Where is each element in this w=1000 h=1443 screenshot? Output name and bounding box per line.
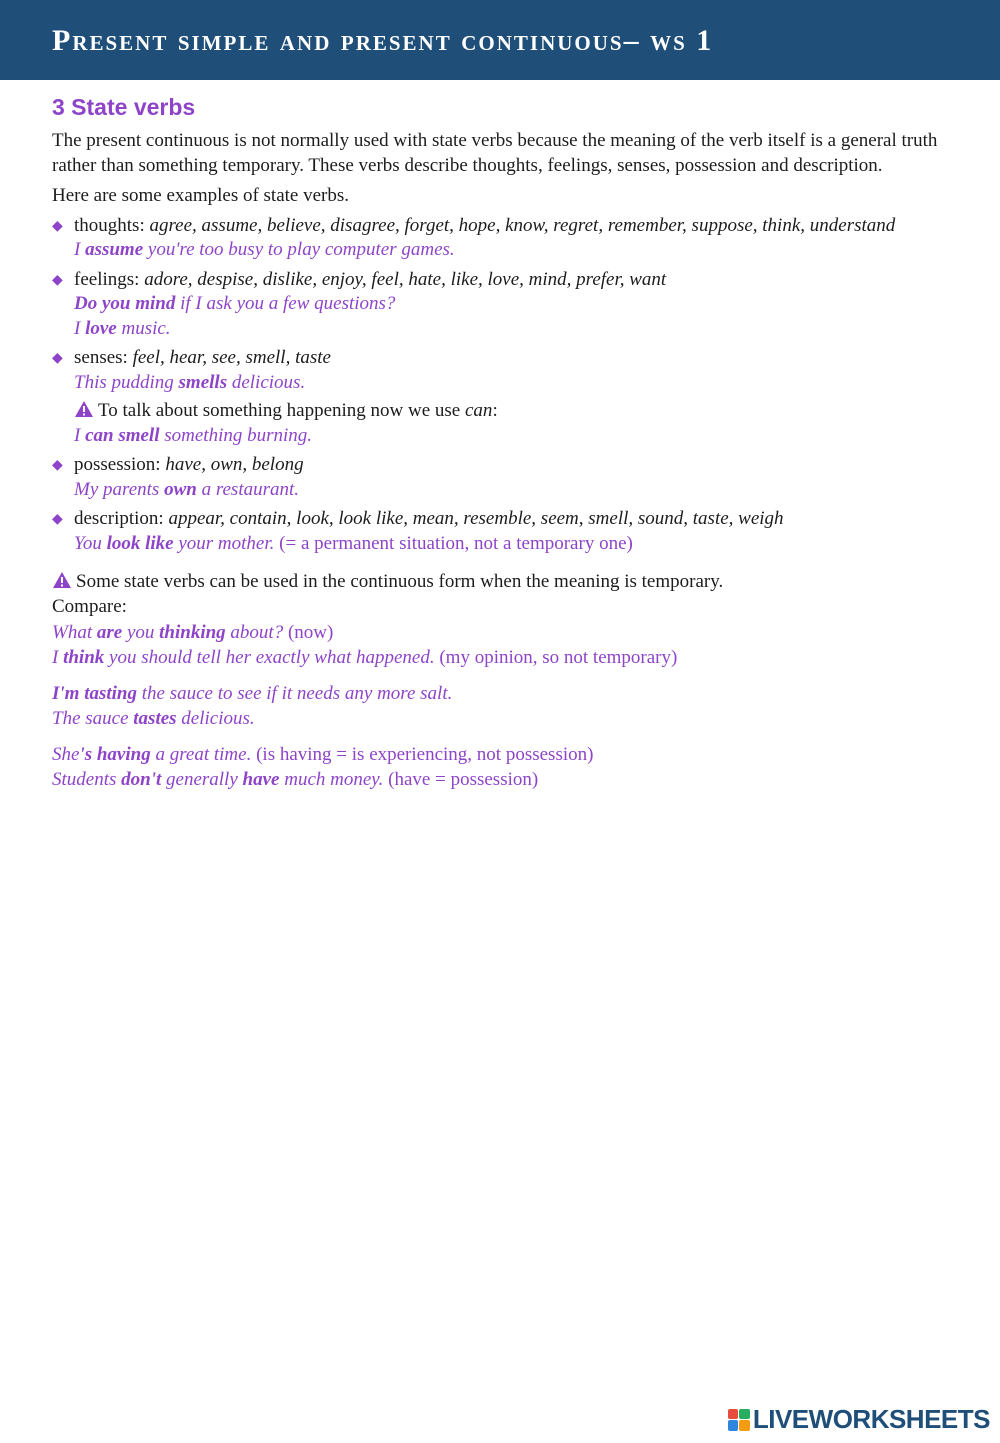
diamond-bullet-icon: ◆ <box>52 271 63 288</box>
compare-group <box>52 743 952 792</box>
diamond-bullet-icon: ◆ <box>52 511 63 527</box>
warning-icon <box>74 400 94 418</box>
diamond-bullet-icon: ◆ <box>52 350 63 366</box>
verb-list: appear, contain, look, look like, mean, resemble, seem, smell, sound, taste, weigh <box>168 508 784 529</box>
warning-icon <box>52 571 72 589</box>
logo-text: LIVEWORKSHEETS <box>752 1404 990 1434</box>
can-note: To talk about something happening now we use can: <box>74 399 952 424</box>
logo-square <box>728 1420 739 1431</box>
example-sentence: Do you mind if I ask you a few questions? <box>74 293 396 314</box>
warning-block <box>52 570 952 619</box>
compare-sentence: What are you thinking about? (now) <box>52 622 334 643</box>
example-sentence: This pudding smells delicious. <box>74 371 306 393</box>
logo-icon <box>728 1409 750 1431</box>
bullet-thoughts <box>52 214 952 263</box>
example-sentence: I love music. <box>74 317 171 339</box>
worksheet-content <box>52 94 952 792</box>
verb-list: feel, hear, see, smell, taste <box>132 347 331 368</box>
section-title: 3 State verbs <box>52 94 196 120</box>
category-label: thoughts: <box>74 214 145 236</box>
bullet-feelings <box>52 268 952 342</box>
category-label: senses: <box>74 347 128 368</box>
bullet-possession <box>52 453 952 502</box>
verb-list: adore, despise, dislike, enjoy, feel, hate, like, love, mind, prefer, want <box>144 268 667 290</box>
header-bar <box>0 0 1000 80</box>
verb-list: agree, assume, believe, disagree, forget, hope, know, regret, remember, suppose, think, understand <box>149 214 896 236</box>
logo-square <box>739 1420 750 1431</box>
compare-sentence: She's having a great time. (is having = is experiencing, not possession) <box>52 744 594 765</box>
warning-text: Some state verbs can be used in the continuous form when the meaning is temporary. <box>52 570 952 595</box>
liveworksheets-logo <box>728 1404 990 1435</box>
diamond-bullet-icon: ◆ <box>52 457 63 473</box>
logo-square <box>739 1409 750 1420</box>
category-label: description: <box>74 508 164 529</box>
compare-sentence: I think you should tell her exactly what happened. (my opinion, so not temporary) <box>52 646 678 668</box>
compare-group <box>52 621 952 670</box>
diamond-bullet-icon: ◆ <box>52 217 63 234</box>
compare-label: Compare: <box>52 595 127 617</box>
bullet-senses <box>52 346 952 448</box>
example-sentence: I can smell something burning. <box>74 424 313 446</box>
category-label: possession: <box>74 454 161 475</box>
examples-intro: Here are some examples of state verbs. <box>52 185 350 206</box>
logo-square <box>728 1409 739 1420</box>
example-sentence: My parents own a restaurant. <box>74 478 300 500</box>
example-sentence: I assume you're too busy to play computer games. <box>74 239 455 260</box>
compare-sentence: Students don't generally have much money. (have = possession) <box>52 768 539 790</box>
compare-sentence: I'm tasting the sauce to see if it needs any more salt. <box>52 683 453 704</box>
intro-paragraph: The present continuous is not normally used with state verbs because the meaning of the verb itself is a general truth rather than something temporary. These verbs describe thoughts, feelings, senses, possession and description. <box>52 130 938 176</box>
category-label: feelings: <box>74 268 140 290</box>
compare-group <box>52 682 952 731</box>
example-sentence: You look like your mother. (= a permanent situation, not a temporary one) <box>74 532 633 554</box>
bullet-description <box>52 507 952 556</box>
page-title: Present simple and present continuous– ws 1 <box>52 24 714 57</box>
compare-sentence: The sauce tastes delicious. <box>52 707 255 729</box>
verb-list: have, own, belong <box>165 454 304 475</box>
